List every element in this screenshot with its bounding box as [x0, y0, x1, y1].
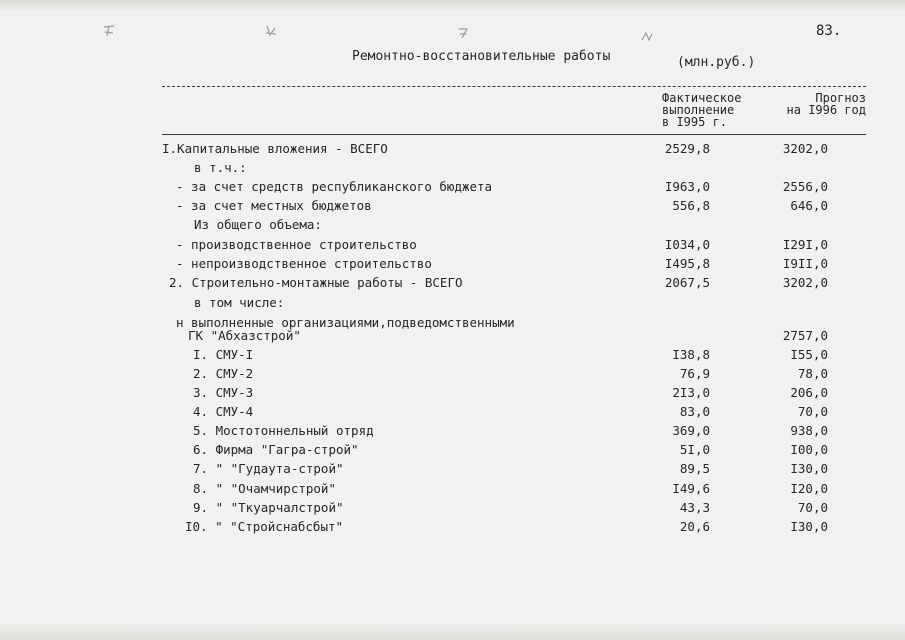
row-label: 2. СМУ-2: [193, 366, 254, 381]
row-label: в т.ч.:: [194, 160, 247, 175]
header-rule-bottom: [162, 134, 866, 135]
actual-1995-value: 43,3: [679, 500, 710, 515]
header-rule-top: [162, 86, 866, 87]
forecast-1996-value: 938,0: [790, 423, 828, 438]
actual-1995-value: I38,8: [672, 347, 710, 362]
actual-1995-value: 369,0: [672, 423, 710, 438]
forecast-1996-value: 646,0: [790, 198, 828, 213]
forecast-1996-value: 78,0: [797, 366, 828, 381]
row-label: 6. Фирма "Гагра-строй": [193, 442, 359, 457]
actual-1995-value: 89,5: [679, 461, 710, 476]
row-label: - производственное строительство: [176, 237, 417, 252]
row-label: 3. СМУ-3: [193, 385, 254, 400]
forecast-1996-value: I55,0: [790, 347, 828, 362]
row-label: Из общего объема:: [194, 217, 322, 232]
actual-1995-value: 20,6: [679, 519, 710, 534]
page-number: 83.: [816, 23, 842, 39]
row-label: - непроизводственное строительство: [176, 256, 432, 271]
row-label: I. СМУ-I: [193, 347, 254, 362]
actual-1995-value: I034,0: [664, 237, 710, 252]
actual-1995-value: 2067,5: [664, 275, 710, 290]
forecast-1996-value: I30,0: [790, 519, 828, 534]
row-label: ГК "Абхазстрой": [188, 328, 301, 343]
forecast-1996-value: 3202,0: [782, 275, 828, 290]
forecast-1996-value: I20,0: [790, 481, 828, 496]
forecast-1996-value: I9II,0: [782, 256, 828, 271]
row-label: 7. " "Гудаута-строй": [193, 461, 344, 476]
row-label: 9. " "Ткуарчалстрой": [193, 500, 344, 515]
forecast-1996-value: I30,0: [790, 461, 828, 476]
actual-1995-value: I495,8: [664, 256, 710, 271]
row-label: - за счет средств республиканского бюджета: [176, 179, 493, 194]
forecast-1996-value: 70,0: [797, 404, 828, 419]
forecast-1996-value: 3202,0: [782, 141, 828, 156]
actual-1995-value: 5I,0: [679, 442, 710, 457]
actual-1995-value: 76,9: [679, 366, 710, 381]
forecast-1996-value: 70,0: [797, 500, 828, 515]
forecast-1996-value: I00,0: [790, 442, 828, 457]
forecast-1996-value: I29I,0: [782, 237, 828, 252]
actual-1995-value: 2529,8: [664, 141, 710, 156]
row-label: 8. " "Очамчирстрой": [193, 481, 336, 496]
actual-1995-value: 2I3,0: [672, 385, 710, 400]
table-title: Ремонтно-восстановительные работы: [352, 49, 611, 64]
row-label: 4. СМУ-4: [193, 404, 254, 419]
forecast-1996-value: 2757,0: [782, 328, 828, 343]
column-header-actual: Фактическое выполнение в I995 г.: [662, 91, 742, 129]
actual-1995-value: 556,8: [672, 198, 710, 213]
units-label: (млн.руб.): [677, 55, 756, 70]
row-label: в том числе:: [194, 295, 285, 310]
row-label: I0. " "Стройснабсбыт": [185, 519, 344, 534]
row-label: I.Капитальные вложения - ВСЕГО: [162, 141, 388, 156]
stamp-mark-icon: [264, 24, 278, 38]
row-label: н выполненные организациями,подведомственными: [176, 315, 515, 330]
actual-1995-value: I49,6: [672, 481, 710, 496]
row-label: 5. Мостотоннельный отряд: [193, 423, 374, 438]
stamp-mark-icon: [640, 30, 654, 44]
column-header-forecast: Прогноз на I996 год: [786, 91, 866, 117]
actual-1995-value: 83,0: [679, 404, 710, 419]
stamp-mark-icon: [102, 24, 116, 38]
stamp-mark-icon: [456, 26, 470, 40]
actual-1995-value: I963,0: [664, 179, 710, 194]
forecast-1996-value: 2556,0: [782, 179, 828, 194]
row-label: 2. Строительно-монтажные работы - ВСЕГО: [169, 275, 463, 290]
forecast-1996-value: 206,0: [790, 385, 828, 400]
row-label: - за счет местных бюджетов: [176, 198, 372, 213]
